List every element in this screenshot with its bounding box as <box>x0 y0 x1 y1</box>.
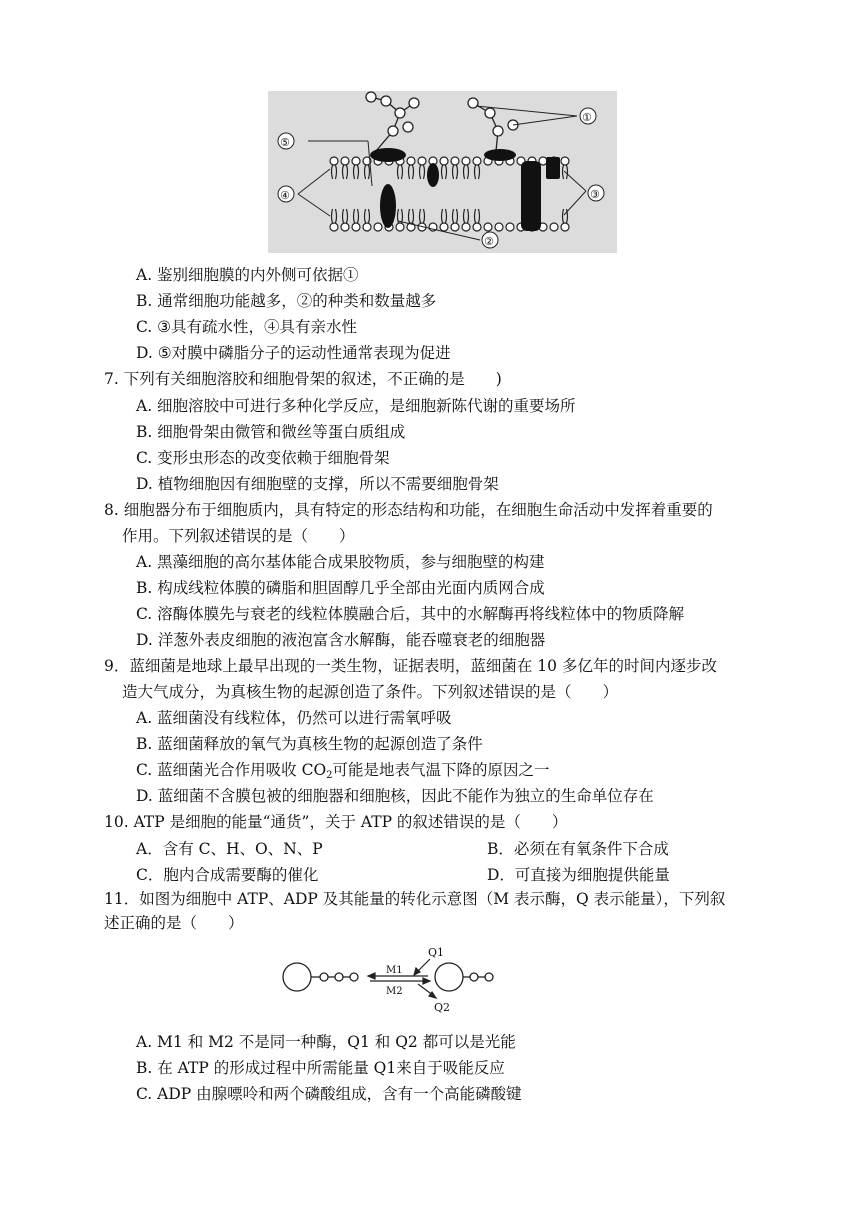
phospholipid-head <box>539 157 547 165</box>
q10-option-d: D．可直接为细胞提供能量 <box>487 866 670 884</box>
q7-stem: 7. 下列有关细胞溶胶和细胞骨架的叙述，不正确的是 ) <box>104 370 502 388</box>
q11-stem-line1: 11．如图为细胞中 ATP、ADP 及其能量的转化示意图（M 表示酶，Q 表示能量），下列叙 <box>104 890 726 908</box>
q10-option-c: C．胞内合成需要酶的催化 <box>136 866 319 884</box>
q8-stem-line1: 8. 细胞器分布于细胞质内，具有特定的形态结构和功能，在细胞生命活动中发挥着重要的 <box>104 501 713 519</box>
phospholipid-head <box>484 223 492 231</box>
phospholipid-head <box>561 157 569 165</box>
q8-option-a: A. 黑藻细胞的高尔基体能合成果胶物质，参与细胞壁的构建 <box>136 553 545 571</box>
phospholipid-head <box>451 223 459 231</box>
q8-stem-line2: 作用。下列叙述错误的是（ ） <box>122 527 355 545</box>
label-4: ④ <box>280 189 290 202</box>
label-1: ① <box>582 111 592 124</box>
phospholipid-head <box>407 157 415 165</box>
q10-stem: 10. ATP 是细胞的能量“通货”，关于 ATP 的叙述错误的是（ ） <box>104 813 568 831</box>
q6-option-d: D. ⑤对膜中磷脂分子的运动性通常表现为促进 <box>136 344 451 362</box>
label-5: ⑤ <box>280 136 290 149</box>
phospholipid-head <box>341 223 349 231</box>
q7-option-d: D. 植物细胞因有细胞壁的支撑，所以不需要细胞骨架 <box>136 475 499 493</box>
phospholipid-head <box>352 223 360 231</box>
phospholipid-head <box>462 157 470 165</box>
label-3: ③ <box>590 188 600 201</box>
phospholipid-head <box>506 223 514 231</box>
label-2: ② <box>484 235 494 248</box>
phospholipid-head <box>418 157 426 165</box>
phospholipid-head <box>396 223 404 231</box>
q6-option-c: C. ③具有疏水性，④具有亲水性 <box>136 318 358 336</box>
q6-option-a: A. 鉴别细胞膜的内外侧可依据① <box>136 266 359 284</box>
phospholipid-head <box>495 223 503 231</box>
q9-stem-line2: 造大气成分，为真核生物的起源创造了条件。下列叙述错误的是（ ） <box>122 683 619 701</box>
q9-option-d: D. 蓝细菌不含膜包被的细胞器和细胞核，因此不能作为独立的生命单位存在 <box>136 787 654 805</box>
phospholipid-head <box>561 223 569 231</box>
q8-option-b: B. 构成线粒体膜的磷脂和胆固醇几乎全部由光面内质网合成 <box>136 579 545 597</box>
m2-label: M2 <box>386 986 403 997</box>
phospholipid-head <box>462 223 470 231</box>
phospholipid-head <box>473 157 481 165</box>
q7-option-b: B. 细胞骨架由微管和微丝等蛋白质组成 <box>136 423 406 441</box>
q9-option-c: C. 蓝细菌光合作用吸收 $CO_2$可能是地表气温下降的原因之一 <box>136 761 550 781</box>
q10-option-b: B．必须在有氧条件下合成 <box>487 840 669 858</box>
phospholipid-head <box>440 157 448 165</box>
m1-label: M1 <box>386 965 403 976</box>
phospholipid-head <box>451 157 459 165</box>
q2-label: Q2 <box>434 1001 451 1014</box>
q1-label: Q1 <box>428 946 445 959</box>
q6-option-b: B. 通常细胞功能越多，②的种类和数量越多 <box>136 292 437 310</box>
q9-stem-line1: 9．蓝细菌是地球上最早出现的一类生物，证据表明，蓝细菌在 10 多亿年的时间内逐步改 <box>104 657 717 675</box>
q11-option-b: B. 在 ATP 的形成过程中所需能量 Q1来自于吸能反应 <box>136 1059 505 1077</box>
q8-option-c: C. 溶酶体膜先与衰老的线粒体膜融合后，其中的水解酶再将线粒体中的物质降解 <box>136 605 685 623</box>
q7-option-c: C. 变形虫形态的改变依赖于细胞骨架 <box>136 449 390 467</box>
q9-option-a: A. 蓝细菌没有线粒体，仍然可以进行需氧呼吸 <box>136 709 452 727</box>
phospholipid-head <box>374 223 382 231</box>
q11-stem-line2: 述正确的是（ ） <box>104 914 244 932</box>
phospholipid-head <box>473 223 481 231</box>
q7-option-a: A. 细胞溶胶中可进行多种化学反应，是细胞新陈代谢的重要场所 <box>136 397 576 415</box>
phospholipid-head <box>352 157 360 165</box>
phospholipid-head <box>363 223 371 231</box>
q9-option-b: B. 蓝细菌释放的氧气为真核生物的起源创造了条件 <box>136 735 483 753</box>
phospholipid-head <box>550 223 558 231</box>
phospholipid-head <box>330 223 338 231</box>
atp-adp-diagram <box>278 944 506 1014</box>
q8-option-d: D. 洋葱外表皮细胞的液泡富含水解酶，能吞噬衰老的细胞器 <box>136 631 546 649</box>
q11-option-c: C. ADP 由腺嘌呤和两个磷酸组成，含有一个高能磷酸键 <box>136 1085 522 1103</box>
phospholipid-head <box>440 223 448 231</box>
q11-option-a: A. M1 和 M2 不是同一种酶，Q1 和 Q2 都可以是光能 <box>136 1033 516 1051</box>
membrane-diagram <box>268 91 617 253</box>
q10-option-a: A．含有 C、H、O、N、P <box>136 840 323 858</box>
phospholipid-head <box>330 157 338 165</box>
phospholipid-head <box>341 157 349 165</box>
